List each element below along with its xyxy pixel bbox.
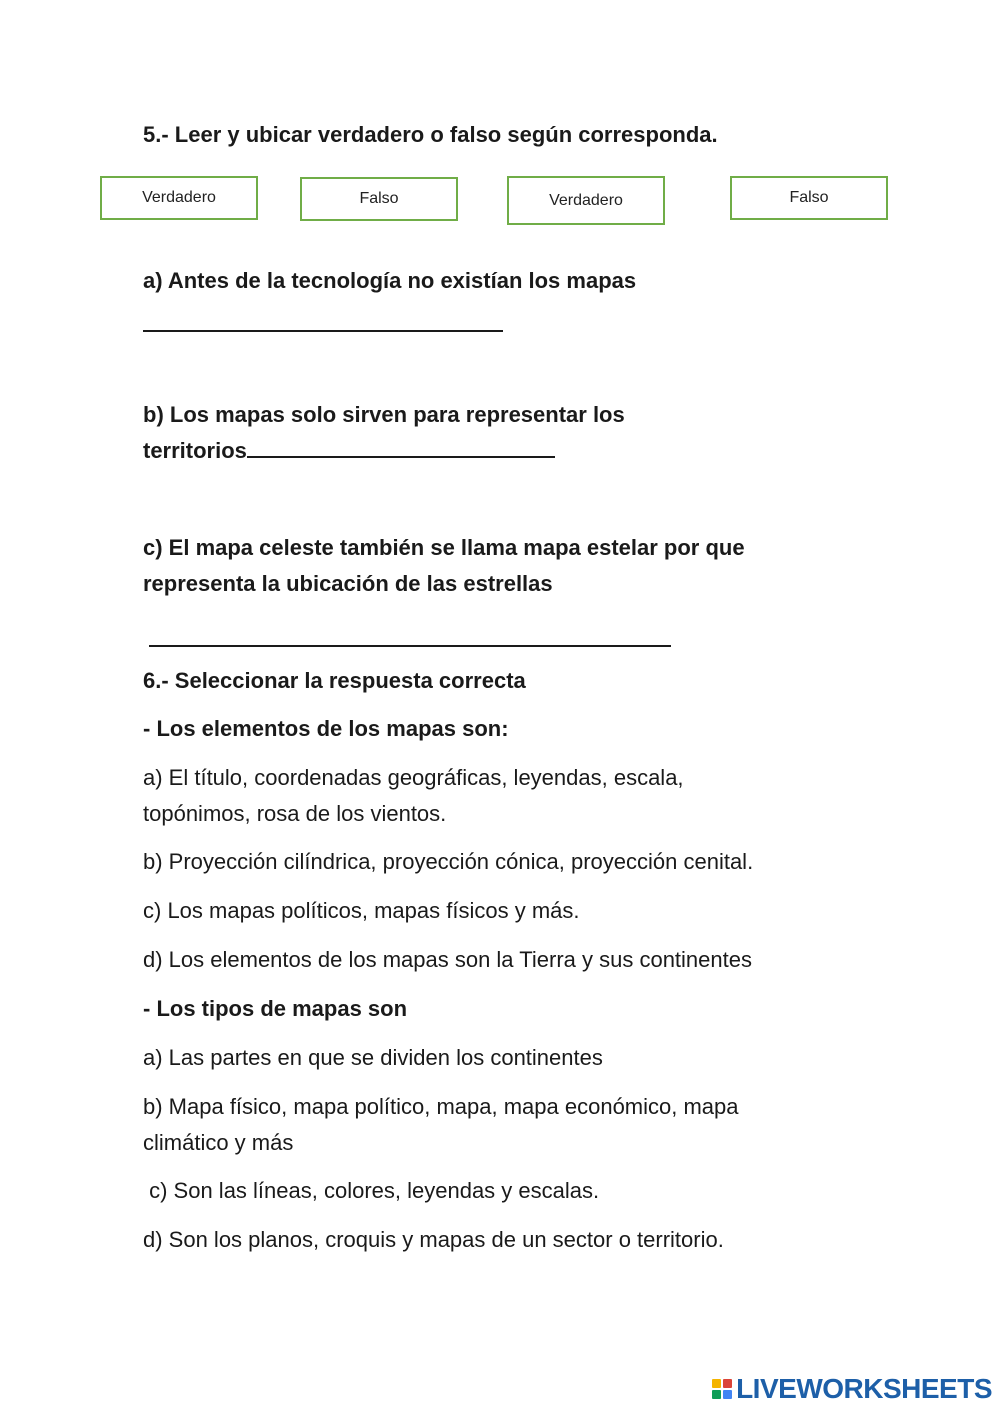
question-b-line1: b) Los mapas solo sirven para representar los (143, 402, 625, 427)
q1-option-a-line2[interactable]: topónimos, rosa de los vientos. (143, 801, 447, 826)
logo-text: LIVEWORKSHEETS (736, 1373, 992, 1404)
q2-option-b-line2[interactable]: climático y más (143, 1130, 294, 1155)
question-c-line2: representa la ubicación de las estrellas (143, 571, 553, 596)
answer-box-falso-2[interactable]: Falso (730, 176, 888, 220)
question-a: a) Antes de la tecnología no existían los mapas (143, 268, 637, 293)
q1-option-d[interactable]: d) Los elementos de los mapas son la Tierra y sus continentes (143, 947, 752, 972)
answer-blank-b[interactable] (247, 436, 555, 458)
section6-heading: 6.- Seleccionar la respuesta correcta (143, 668, 526, 693)
q2-option-d[interactable]: d) Son los planos, croquis y mapas de un sector o territorio. (143, 1227, 724, 1252)
question-c-line1: c) El mapa celeste también se llama mapa estelar por que (143, 535, 745, 560)
question1-title: - Los elementos de los mapas son: (143, 716, 509, 741)
q1-option-a-line1[interactable]: a) El título, coordenadas geográficas, leyendas, escala, (143, 765, 684, 790)
answer-blank-c[interactable] (149, 645, 671, 647)
q1-option-b[interactable]: b) Proyección cilíndrica, proyección cónica, proyección cenital. (143, 849, 754, 874)
question-b-line2: territorios (143, 438, 247, 463)
liveworksheets-logo (712, 1373, 992, 1405)
answer-box-verdadero-1[interactable]: Verdadero (100, 176, 258, 220)
answer-box-falso-1[interactable]: Falso (300, 177, 458, 221)
answer-blank-a[interactable] (143, 330, 503, 332)
answer-box-verdadero-2[interactable]: Verdadero (507, 176, 665, 225)
q2-option-a[interactable]: a) Las partes en que se dividen los continentes (143, 1045, 603, 1070)
q2-option-c[interactable]: c) Son las líneas, colores, leyendas y escalas. (143, 1178, 600, 1203)
question2-title: - Los tipos de mapas son (143, 996, 408, 1021)
q2-option-b-line1[interactable]: b) Mapa físico, mapa político, mapa, mapa económico, mapa (143, 1094, 739, 1119)
logo-mark-icon (712, 1379, 732, 1399)
question-b-line2-row (143, 433, 555, 469)
section5-heading: 5.- Leer y ubicar verdadero o falso según corresponda. (143, 122, 718, 147)
q1-option-c[interactable]: c) Los mapas políticos, mapas físicos y más. (143, 898, 580, 923)
